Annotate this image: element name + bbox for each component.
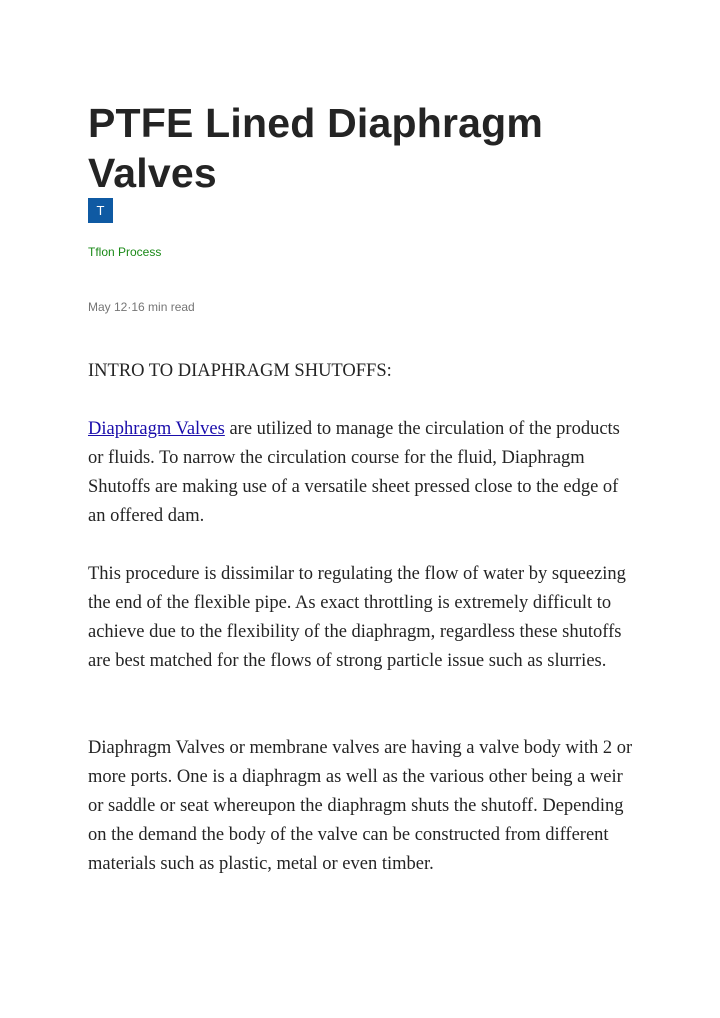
paragraph-2: This procedure is dissimilar to regulating the flow of water by squeezing the end of the flexible pipe. As exact throttling is extremely difficult to achieve due to the flexibility of the diaphragm, regardless these shutoffs are best matched for the flows of strong particle issue such as slurries.: [88, 564, 626, 671]
author-avatar[interactable]: T: [88, 198, 113, 223]
author-name[interactable]: Tflon Process: [88, 245, 162, 259]
diaphragm-valves-link[interactable]: Diaphragm Valves: [88, 419, 225, 439]
paragraph-3: Diaphragm Valves or membrane valves are having a valve body with 2 or more ports. One is a diaphragm as well as the various other being a weir or saddle or seat whereupon the diaphragm shuts the shutoff. Depending on the demand the body of the valve can be constructed from different materials such as plastic, metal or even timber.: [88, 738, 633, 874]
paragraph-1-text: are utilized to manage the circulation of the products or fluids. To narrow the circulation course for the fluid, Diaphragm Shutoffs are making use of a versatile sheet pressed close to the edge of an offered dam.: [88, 419, 620, 526]
article-title: PTFE Lined Diaphragm Valves: [88, 100, 544, 196]
article-meta: May 12·16 min read: [88, 300, 195, 314]
section-heading: INTRO TO DIAPHRAGM SHUTOFFS:: [88, 361, 392, 381]
paragraph-1: [88, 415, 633, 531]
